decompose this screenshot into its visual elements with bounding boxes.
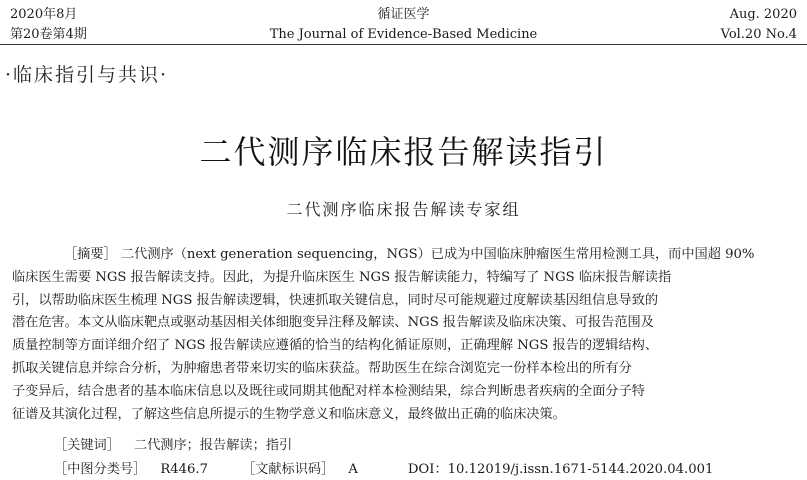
doc-code-label: ［文献标识码］ [242, 462, 335, 477]
abstract-line: 引，以帮助临床医生梳理 NGS 报告解读逻辑，快速抓取关键信息，同时尽可能规避过度解读基因组信息导致的 [12, 292, 659, 308]
abstract-text: 二代测序（next generation sequencing，NGS）已成为中国临床肿瘤医生常用检测工具，而中国超 90% [120, 247, 755, 262]
article-authors: 二代测序临床报告解读专家组 [286, 200, 521, 219]
keywords [54, 436, 292, 456]
abstract-line: 抓取关键信息并综合分析，为肿瘤患者带来切实的临床获益。帮助医生在综合浏览完一份样本检出的所有分 [12, 360, 632, 376]
column-heading: ·临床指引与共识· [5, 64, 169, 86]
abstract-line: 临床医生需要 NGS 报告解读支持。因此，为提升临床医生 NGS 报告解读能力，特编写了 NGS 临床报告解读指 [12, 269, 672, 285]
issue-date: 2020年8月 [10, 7, 78, 22]
header-rule [0, 44, 807, 45]
article-title: 二代测序临床报告解读指引 [199, 133, 608, 171]
doi: DOI：10.12019/j.issn.1671-5144.2020.04.001 [407, 462, 714, 477]
journal-name-en: The Journal of Evidence-Based Medicine [269, 27, 538, 42]
clc-label: ［中图分类号］ [54, 462, 147, 477]
keywords-label: ［关键词］ [54, 438, 120, 453]
abstract-label: ［摘要］ [64, 247, 117, 262]
journal-name-cn: 循证医学 [377, 7, 430, 22]
abstract-line: 质量控制等方面详细介绍了 NGS 报告解读应遵循的恰当的结构化循证原则，正确理解 NGS 报告的逻辑结构、 [12, 338, 659, 354]
doc-code-value: A [348, 462, 358, 477]
journal-name [0, 5, 807, 45]
abstract-line [12, 244, 792, 267]
issue-volume: 第20卷第4期 [10, 27, 87, 42]
issue-volume-en: Vol.20 No.4 [720, 27, 797, 42]
keywords-value: 二代测序；报告解读；指引 [133, 438, 293, 453]
abstract-line: 子变异后，结合患者的基本临床信息以及既往或同期其他配对样本检测结果，综合判断患者疾病的全面分子特 [12, 383, 645, 399]
journal-header [0, 0, 807, 46]
abstract-line: 潜在危害。本文从临床靶点或驱动基因相关体细胞变异注释及解读、NGS 报告解读及临床决策、可报告范围及 [12, 315, 654, 331]
clc-value: R446.7 [160, 462, 208, 477]
issue-date-en: Aug. 2020 [729, 7, 797, 22]
abstract [12, 244, 792, 426]
issue-info-en [721, 5, 797, 45]
abstract-line: 征谱及其演化过程，了解这些信息所提示的生物学意义和临床意义，最终做出正确的临床决策。 [12, 406, 566, 422]
classification-line [54, 460, 713, 480]
